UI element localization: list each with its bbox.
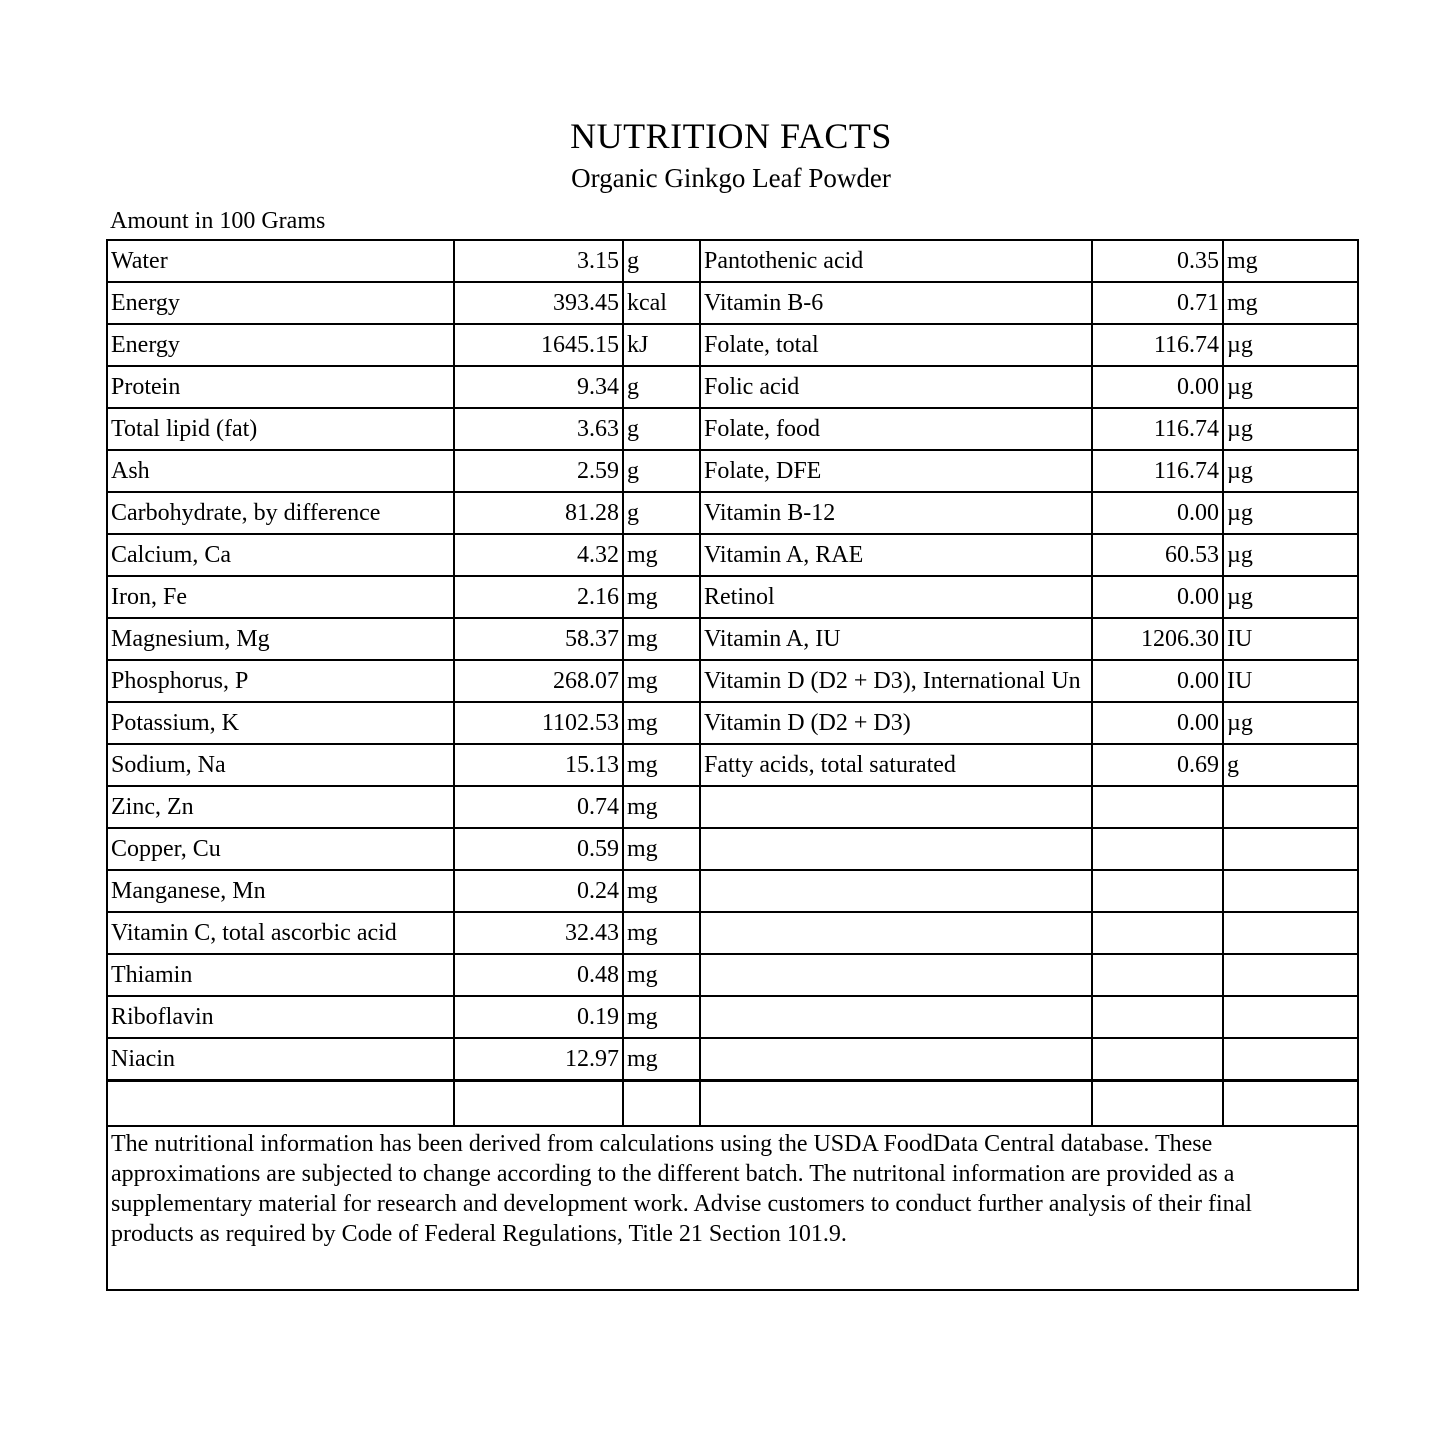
table-row xyxy=(107,744,1358,786)
nutrient-value: 60.53 xyxy=(1092,534,1223,576)
nutrient-unit xyxy=(1223,996,1358,1038)
nutrient-unit xyxy=(1223,828,1358,870)
nutrient-unit: µg xyxy=(1223,492,1358,534)
nutrient-unit: mg xyxy=(623,870,700,912)
nutrient-unit: g xyxy=(623,492,700,534)
nutrient-value: 0.00 xyxy=(1092,660,1223,702)
nutrient-name xyxy=(700,870,1092,912)
table-row xyxy=(107,408,1358,450)
nutrient-unit: mg xyxy=(623,576,700,618)
nutrient-name: Folate, total xyxy=(700,324,1092,366)
nutrient-unit: mg xyxy=(623,954,700,996)
nutrient-value: 0.48 xyxy=(454,954,623,996)
nutrient-name: Water xyxy=(107,240,454,282)
table-row xyxy=(107,786,1358,828)
nutrient-value: 12.97 xyxy=(454,1038,623,1081)
table-row xyxy=(107,912,1358,954)
blank-cell xyxy=(1092,1081,1223,1126)
nutrient-value: 2.59 xyxy=(454,450,623,492)
nutrient-unit: µg xyxy=(1223,408,1358,450)
nutrient-name: Pantothenic acid xyxy=(700,240,1092,282)
table-row xyxy=(107,996,1358,1038)
footnote-row xyxy=(107,1126,1358,1290)
nutrient-value: 0.00 xyxy=(1092,366,1223,408)
nutrient-value: 0.74 xyxy=(454,786,623,828)
nutrient-unit: mg xyxy=(623,828,700,870)
table-row xyxy=(107,828,1358,870)
nutrient-value xyxy=(1092,954,1223,996)
nutrient-value: 0.19 xyxy=(454,996,623,1038)
nutrient-name: Ash xyxy=(107,450,454,492)
footnote: The nutritional information has been derived from calculations using the USDA FoodData Central database. These approximations are subjected to change according to the different batch. The nutritonal information are provided as a supplementary material for research and development work. Advise customers to conduct further analysis of their final products as required by Code of Federal Regulations, Title 21 Section 101.9. xyxy=(107,1126,1358,1290)
page-title: NUTRITION FACTS xyxy=(570,116,892,156)
table-row xyxy=(107,366,1358,408)
nutrient-name: Vitamin D (D2 + D3), International Un xyxy=(700,660,1092,702)
blank-cell xyxy=(107,1081,454,1126)
nutrient-unit: µg xyxy=(1223,324,1358,366)
nutrient-value: 81.28 xyxy=(454,492,623,534)
nutrient-value: 116.74 xyxy=(1092,324,1223,366)
table-row xyxy=(107,282,1358,324)
nutrient-name: Sodium, Na xyxy=(107,744,454,786)
nutrient-name: Retinol xyxy=(700,576,1092,618)
table-row xyxy=(107,954,1358,996)
nutrient-name: Vitamin C, total ascorbic acid xyxy=(107,912,454,954)
nutrient-unit: mg xyxy=(623,702,700,744)
nutrient-value: 15.13 xyxy=(454,744,623,786)
nutrient-unit: mg xyxy=(623,912,700,954)
table-row xyxy=(107,702,1358,744)
nutrient-value: 0.24 xyxy=(454,870,623,912)
nutrient-name xyxy=(700,1038,1092,1081)
nutrient-value: 393.45 xyxy=(454,282,623,324)
nutrient-value: 9.34 xyxy=(454,366,623,408)
nutrient-unit: kcal xyxy=(623,282,700,324)
nutrient-value: 116.74 xyxy=(1092,408,1223,450)
nutrient-unit: g xyxy=(623,408,700,450)
table-row xyxy=(107,240,1358,282)
nutrient-name: Total lipid (fat) xyxy=(107,408,454,450)
nutrient-unit xyxy=(1223,1038,1358,1081)
nutrient-value xyxy=(1092,828,1223,870)
nutrient-unit: g xyxy=(623,240,700,282)
nutrient-name: Niacin xyxy=(107,1038,454,1081)
nutrient-name: Vitamin B-6 xyxy=(700,282,1092,324)
nutrient-value: 32.43 xyxy=(454,912,623,954)
nutrient-name: Calcium, Ca xyxy=(107,534,454,576)
nutrient-value: 0.69 xyxy=(1092,744,1223,786)
nutrient-unit xyxy=(1223,786,1358,828)
nutrient-value: 1102.53 xyxy=(454,702,623,744)
nutrient-name: Phosphorus, P xyxy=(107,660,454,702)
nutrient-name: Folate, food xyxy=(700,408,1092,450)
nutrient-value: 0.71 xyxy=(1092,282,1223,324)
nutrient-name: Manganese, Mn xyxy=(107,870,454,912)
nutrient-value: 0.00 xyxy=(1092,492,1223,534)
nutrient-unit: mg xyxy=(623,1038,700,1081)
product-name: Organic Ginkgo Leaf Powder xyxy=(571,163,891,193)
nutrient-name: Copper, Cu xyxy=(107,828,454,870)
nutrient-unit: mg xyxy=(623,618,700,660)
nutrient-unit: kJ xyxy=(623,324,700,366)
nutrient-value: 268.07 xyxy=(454,660,623,702)
nutrient-name: Potassium, K xyxy=(107,702,454,744)
nutrient-unit: µg xyxy=(1223,702,1358,744)
nutrient-value: 116.74 xyxy=(1092,450,1223,492)
nutrient-name: Riboflavin xyxy=(107,996,454,1038)
nutrient-value: 2.16 xyxy=(454,576,623,618)
nutrient-name: Carbohydrate, by difference xyxy=(107,492,454,534)
blank-cell xyxy=(454,1081,623,1126)
nutrient-name: Iron, Fe xyxy=(107,576,454,618)
nutrient-unit: µg xyxy=(1223,534,1358,576)
table-row xyxy=(107,618,1358,660)
nutrient-name: Vitamin A, RAE xyxy=(700,534,1092,576)
table-row xyxy=(107,870,1358,912)
nutrient-unit: mg xyxy=(623,744,700,786)
nutrition-table xyxy=(106,239,1359,1291)
nutrient-value xyxy=(1092,996,1223,1038)
nutrient-unit: IU xyxy=(1223,618,1358,660)
nutrient-unit: g xyxy=(623,450,700,492)
table-row xyxy=(107,534,1358,576)
nutrient-value: 0.00 xyxy=(1092,576,1223,618)
blank-row xyxy=(107,1081,1358,1126)
table-row xyxy=(107,660,1358,702)
nutrient-name xyxy=(700,786,1092,828)
nutrient-unit: mg xyxy=(623,786,700,828)
nutrient-name: Vitamin A, IU xyxy=(700,618,1092,660)
nutrient-name: Zinc, Zn xyxy=(107,786,454,828)
nutrient-name: Protein xyxy=(107,366,454,408)
nutrient-value: 3.63 xyxy=(454,408,623,450)
nutrient-unit: mg xyxy=(623,660,700,702)
nutrition-table-body xyxy=(107,240,1358,1290)
nutrient-name: Energy xyxy=(107,324,454,366)
blank-cell xyxy=(1223,1081,1358,1126)
nutrient-unit xyxy=(1223,954,1358,996)
blank-cell xyxy=(623,1081,700,1126)
nutrient-value: 0.59 xyxy=(454,828,623,870)
nutrient-value xyxy=(1092,786,1223,828)
nutrient-unit: mg xyxy=(1223,282,1358,324)
nutrient-value: 1206.30 xyxy=(1092,618,1223,660)
nutrient-value xyxy=(1092,912,1223,954)
nutrient-name: Folate, DFE xyxy=(700,450,1092,492)
nutrient-value: 1645.15 xyxy=(454,324,623,366)
table-row xyxy=(107,324,1358,366)
nutrient-unit: mg xyxy=(623,996,700,1038)
nutrient-value: 58.37 xyxy=(454,618,623,660)
nutrient-name: Magnesium, Mg xyxy=(107,618,454,660)
nutrient-unit: µg xyxy=(1223,450,1358,492)
table-row xyxy=(107,492,1358,534)
nutrient-value: 0.00 xyxy=(1092,702,1223,744)
nutrient-name xyxy=(700,912,1092,954)
nutrient-unit: IU xyxy=(1223,660,1358,702)
nutrient-unit: mg xyxy=(1223,240,1358,282)
nutrient-unit: µg xyxy=(1223,576,1358,618)
nutrient-value: 0.35 xyxy=(1092,240,1223,282)
nutrient-name xyxy=(700,996,1092,1038)
nutrient-value: 3.15 xyxy=(454,240,623,282)
nutrient-unit: g xyxy=(1223,744,1358,786)
nutrient-name: Fatty acids, total saturated xyxy=(700,744,1092,786)
nutrient-value xyxy=(1092,870,1223,912)
nutrient-name: Energy xyxy=(107,282,454,324)
nutrient-unit: g xyxy=(623,366,700,408)
nutrient-name xyxy=(700,828,1092,870)
nutrient-name xyxy=(700,954,1092,996)
amount-label: Amount in 100 Grams xyxy=(110,208,326,234)
nutrient-unit: µg xyxy=(1223,366,1358,408)
nutrient-name: Thiamin xyxy=(107,954,454,996)
table-row xyxy=(107,576,1358,618)
nutrient-value: 4.32 xyxy=(454,534,623,576)
nutrient-unit xyxy=(1223,870,1358,912)
nutrient-name: Folic acid xyxy=(700,366,1092,408)
table-row xyxy=(107,1038,1358,1081)
nutrient-name: Vitamin B-12 xyxy=(700,492,1092,534)
blank-cell xyxy=(700,1081,1092,1126)
nutrient-value xyxy=(1092,1038,1223,1081)
nutrient-name: Vitamin D (D2 + D3) xyxy=(700,702,1092,744)
table-row xyxy=(107,450,1358,492)
nutrient-unit: mg xyxy=(623,534,700,576)
nutrient-unit xyxy=(1223,912,1358,954)
